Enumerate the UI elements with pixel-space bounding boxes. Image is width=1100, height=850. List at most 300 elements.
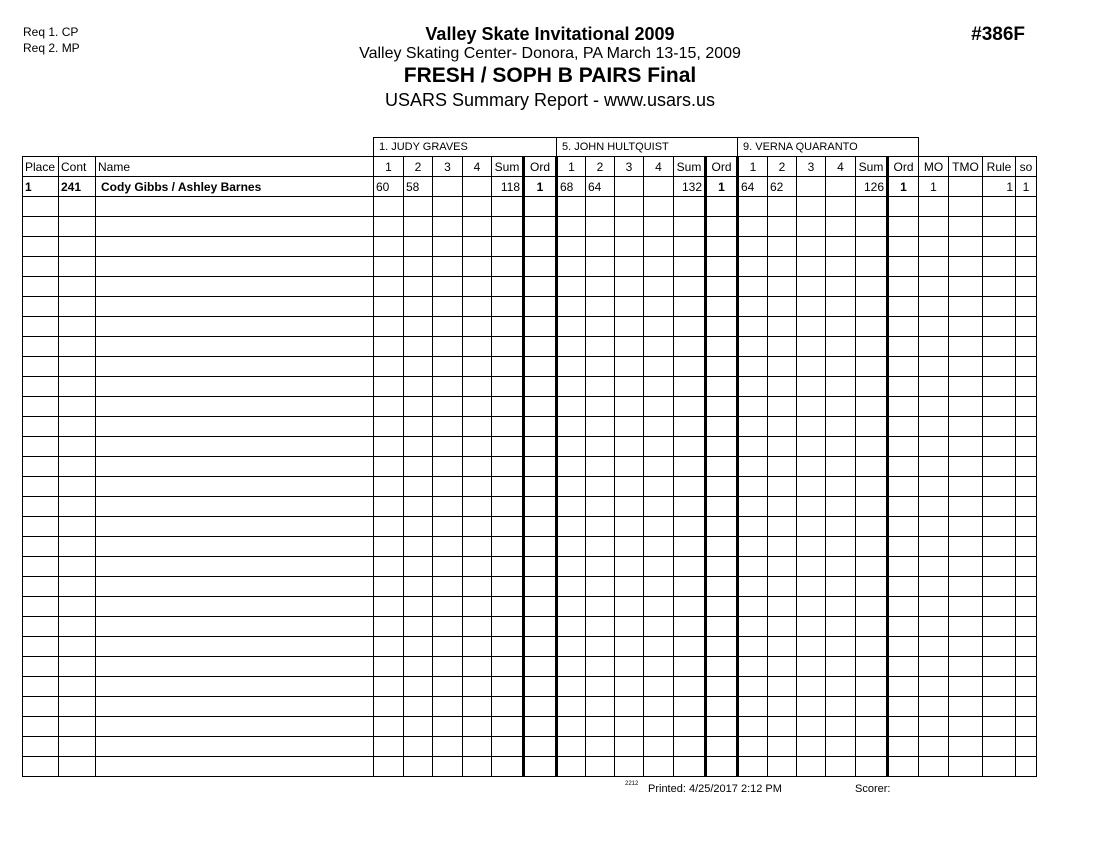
empty-cell <box>1016 217 1037 237</box>
empty-cell <box>492 217 524 237</box>
empty-cell <box>674 557 706 577</box>
empty-cell <box>59 757 96 777</box>
empty-cell <box>706 277 738 297</box>
empty-cell <box>23 317 59 337</box>
empty-cell <box>983 217 1016 237</box>
empty-cell <box>856 497 888 517</box>
empty-cell <box>404 317 433 337</box>
empty-cell <box>374 637 404 657</box>
empty-cell <box>1016 277 1037 297</box>
empty-cell <box>949 457 983 477</box>
empty-cell <box>888 617 919 637</box>
empty-cell <box>797 577 826 597</box>
empty-cell <box>59 517 96 537</box>
empty-cell <box>374 577 404 597</box>
empty-cell <box>888 597 919 617</box>
empty-cell <box>404 637 433 657</box>
empty-cell <box>59 457 96 477</box>
empty-cell <box>919 317 949 337</box>
empty-cell <box>983 257 1016 277</box>
empty-cell <box>96 717 374 737</box>
empty-cell <box>492 377 524 397</box>
empty-cell <box>23 437 59 457</box>
empty-cell <box>59 417 96 437</box>
empty-cell <box>888 477 919 497</box>
empty-cell <box>524 397 557 417</box>
empty-cell <box>463 317 492 337</box>
empty-cell <box>949 537 983 557</box>
empty-cell <box>1016 497 1037 517</box>
empty-cell <box>59 657 96 677</box>
empty-cell <box>983 297 1016 317</box>
empty-cell <box>797 337 826 357</box>
j2-col-3: 3 <box>615 157 644 177</box>
j2-sum: 132 <box>674 177 706 197</box>
empty-cell <box>706 437 738 457</box>
empty-cell <box>797 477 826 497</box>
empty-cell <box>797 217 826 237</box>
empty-cell <box>615 597 644 617</box>
empty-cell <box>888 757 919 777</box>
empty-cell <box>983 357 1016 377</box>
empty-cell <box>59 237 96 257</box>
empty-cell <box>492 397 524 417</box>
table-row <box>23 597 1037 617</box>
table-row <box>23 477 1037 497</box>
empty-cell <box>615 497 644 517</box>
empty-cell <box>96 197 374 217</box>
empty-cell <box>706 377 738 397</box>
empty-cell <box>59 197 96 217</box>
empty-cell <box>557 757 586 777</box>
empty-cell <box>644 437 674 457</box>
empty-cell <box>738 297 768 317</box>
empty-cell <box>492 757 524 777</box>
empty-cell <box>768 697 797 717</box>
empty-cell <box>463 297 492 317</box>
empty-cell <box>59 677 96 697</box>
empty-cell <box>797 297 826 317</box>
empty-cell <box>96 297 374 317</box>
empty-cell <box>674 697 706 717</box>
empty-cell <box>615 277 644 297</box>
empty-cell <box>888 277 919 297</box>
empty-cell <box>557 477 586 497</box>
empty-cell <box>674 317 706 337</box>
empty-cell <box>856 637 888 657</box>
empty-cell <box>404 217 433 237</box>
empty-cell <box>615 457 644 477</box>
j3-score-4 <box>826 177 856 197</box>
empty-cell <box>23 417 59 437</box>
empty-cell <box>1016 657 1037 677</box>
empty-cell <box>374 497 404 517</box>
empty-cell <box>644 257 674 277</box>
empty-cell <box>492 537 524 557</box>
empty-cell <box>557 317 586 337</box>
empty-cell <box>374 617 404 637</box>
empty-cell <box>856 677 888 697</box>
empty-cell <box>919 477 949 497</box>
empty-cell <box>738 657 768 677</box>
empty-cell <box>797 377 826 397</box>
empty-cell <box>644 337 674 357</box>
empty-cell <box>463 357 492 377</box>
empty-cell <box>888 317 919 337</box>
table-row <box>23 177 1037 197</box>
empty-cell <box>919 257 949 277</box>
empty-cell <box>1016 637 1037 657</box>
empty-cell <box>706 257 738 277</box>
empty-cell <box>706 637 738 657</box>
empty-cell <box>615 357 644 377</box>
empty-cell <box>768 537 797 557</box>
empty-cell <box>586 617 615 637</box>
empty-cell <box>983 197 1016 217</box>
empty-cell <box>1016 517 1037 537</box>
empty-cell <box>856 477 888 497</box>
empty-cell <box>768 637 797 657</box>
empty-cell <box>826 297 856 317</box>
empty-cell <box>492 657 524 677</box>
requirement-2: Req 2. MP <box>23 41 80 55</box>
empty-cell <box>586 197 615 217</box>
empty-cell <box>492 417 524 437</box>
empty-cell <box>1016 357 1037 377</box>
empty-cell <box>463 657 492 677</box>
empty-cell <box>374 337 404 357</box>
empty-cell <box>1016 257 1037 277</box>
empty-cell <box>615 537 644 557</box>
empty-cell <box>706 397 738 417</box>
empty-cell <box>644 457 674 477</box>
empty-cell <box>433 477 463 497</box>
empty-cell <box>524 297 557 317</box>
empty-cell <box>949 497 983 517</box>
empty-cell <box>644 237 674 257</box>
empty-cell <box>983 717 1016 737</box>
empty-cell <box>586 757 615 777</box>
j1-score-4 <box>463 177 492 197</box>
empty-cell <box>23 577 59 597</box>
empty-cell <box>888 577 919 597</box>
empty-cell <box>826 257 856 277</box>
empty-cell <box>374 257 404 277</box>
empty-cell <box>826 317 856 337</box>
empty-cell <box>888 537 919 557</box>
empty-cell <box>557 277 586 297</box>
empty-cell <box>797 257 826 277</box>
empty-cell <box>59 337 96 357</box>
empty-cell <box>644 737 674 757</box>
empty-cell <box>586 397 615 417</box>
empty-cell <box>492 317 524 337</box>
empty-cell <box>1016 317 1037 337</box>
empty-cell <box>674 217 706 237</box>
empty-cell <box>433 417 463 437</box>
table-row <box>23 637 1037 657</box>
j2-score-2: 64 <box>586 177 615 197</box>
empty-cell <box>463 417 492 437</box>
empty-cell <box>983 457 1016 477</box>
empty-cell <box>463 377 492 397</box>
empty-cell <box>983 337 1016 357</box>
j2-col-sum: Sum <box>674 157 706 177</box>
printed-timestamp: Printed: 4/25/2017 2:12 PM <box>648 783 782 795</box>
j2-col-2: 2 <box>586 157 615 177</box>
empty-cell <box>949 657 983 677</box>
j1-sum: 118 <box>492 177 524 197</box>
empty-cell <box>586 377 615 397</box>
empty-cell <box>826 517 856 537</box>
empty-cell <box>433 677 463 697</box>
empty-cell <box>463 197 492 217</box>
empty-cell <box>615 757 644 777</box>
empty-cell <box>826 377 856 397</box>
empty-cell <box>23 377 59 397</box>
empty-cell <box>557 617 586 637</box>
empty-cell <box>738 737 768 757</box>
empty-cell <box>615 557 644 577</box>
empty-cell <box>96 457 374 477</box>
empty-cell <box>797 317 826 337</box>
empty-cell <box>463 397 492 417</box>
empty-cell <box>949 257 983 277</box>
empty-cell <box>586 317 615 337</box>
empty-cell <box>404 397 433 417</box>
j3-score-3 <box>797 177 826 197</box>
empty-cell <box>888 677 919 697</box>
table-row <box>23 317 1037 337</box>
empty-cell <box>586 557 615 577</box>
empty-cell <box>23 597 59 617</box>
empty-cell <box>706 677 738 697</box>
empty-cell <box>826 197 856 217</box>
empty-cell <box>856 597 888 617</box>
empty-cell <box>888 197 919 217</box>
empty-cell <box>524 257 557 277</box>
empty-cell <box>888 217 919 237</box>
empty-cell <box>524 457 557 477</box>
empty-cell <box>524 217 557 237</box>
empty-cell <box>586 237 615 257</box>
j2-col-1: 1 <box>557 157 586 177</box>
empty-cell <box>674 617 706 637</box>
empty-cell <box>374 657 404 677</box>
empty-cell <box>374 417 404 437</box>
empty-cell <box>586 677 615 697</box>
empty-cell <box>374 437 404 457</box>
empty-cell <box>826 397 856 417</box>
empty-cell <box>983 397 1016 417</box>
empty-cell <box>768 757 797 777</box>
empty-cell <box>1016 557 1037 577</box>
empty-cell <box>856 437 888 457</box>
judge-1-name: 1. JUDY GRAVES <box>374 138 557 157</box>
empty-cell <box>797 277 826 297</box>
empty-cell <box>374 277 404 297</box>
empty-cell <box>96 577 374 597</box>
empty-cell <box>96 257 374 277</box>
report-title: USARS Summary Report - www.usars.us <box>384 90 716 110</box>
empty-cell <box>557 637 586 657</box>
empty-cell <box>644 297 674 317</box>
place-cell: 1 <box>23 177 59 197</box>
empty-cell <box>374 357 404 377</box>
empty-cell <box>826 217 856 237</box>
empty-cell <box>374 197 404 217</box>
empty-cell <box>492 497 524 517</box>
empty-cell <box>706 197 738 217</box>
empty-cell <box>1016 417 1037 437</box>
requirement-1: Req 1. CP <box>23 25 79 39</box>
col-rule: Rule <box>983 157 1016 177</box>
empty-cell <box>983 577 1016 597</box>
empty-cell <box>557 217 586 237</box>
venue-line: Valley Skating Center- Donora, PA March 13-15, 2009 <box>359 45 741 62</box>
table-row <box>23 657 1037 677</box>
empty-cell <box>983 277 1016 297</box>
empty-cell <box>23 217 59 237</box>
empty-cell <box>768 497 797 517</box>
empty-cell <box>674 677 706 697</box>
empty-cell <box>1016 197 1037 217</box>
empty-cell <box>826 457 856 477</box>
empty-cell <box>674 377 706 397</box>
empty-cell <box>738 357 768 377</box>
empty-cell <box>949 297 983 317</box>
empty-cell <box>524 757 557 777</box>
rule-cell: 1 <box>983 177 1016 197</box>
empty-cell <box>524 357 557 377</box>
empty-cell <box>706 737 738 757</box>
empty-cell <box>738 257 768 277</box>
empty-cell <box>463 557 492 577</box>
j1-col-1: 1 <box>374 157 404 177</box>
empty-cell <box>768 717 797 737</box>
empty-cell <box>96 617 374 637</box>
empty-cell <box>615 317 644 337</box>
empty-cell <box>96 757 374 777</box>
scorer-label: Scorer: <box>855 783 891 795</box>
empty-cell <box>23 717 59 737</box>
table-row <box>23 497 1037 517</box>
column-header-row <box>23 157 1037 177</box>
empty-cell <box>492 697 524 717</box>
empty-cell <box>59 537 96 557</box>
empty-cell <box>674 717 706 737</box>
empty-cell <box>586 497 615 517</box>
empty-cell <box>463 217 492 237</box>
empty-cell <box>59 617 96 637</box>
empty-cell <box>433 257 463 277</box>
empty-cell <box>888 457 919 477</box>
empty-cell <box>615 697 644 717</box>
empty-cell <box>738 757 768 777</box>
empty-cell <box>557 717 586 737</box>
empty-cell <box>949 397 983 417</box>
empty-cell <box>557 337 586 357</box>
empty-cell <box>374 697 404 717</box>
empty-cell <box>404 597 433 617</box>
empty-cell <box>919 277 949 297</box>
empty-cell <box>23 697 59 717</box>
empty-cell <box>919 497 949 517</box>
empty-cell <box>59 637 96 657</box>
empty-cell <box>949 217 983 237</box>
j3-score-2: 62 <box>768 177 797 197</box>
empty-cell <box>615 337 644 357</box>
empty-cell <box>826 337 856 357</box>
empty-cell <box>826 617 856 637</box>
empty-cell <box>374 557 404 577</box>
empty-cell <box>826 737 856 757</box>
empty-cell <box>59 477 96 497</box>
empty-cell <box>826 417 856 437</box>
empty-cell <box>59 597 96 617</box>
empty-cell <box>463 717 492 737</box>
empty-cell <box>768 217 797 237</box>
empty-cell <box>1016 477 1037 497</box>
skater-name-cell: Cody Gibbs / Ashley Barnes <box>96 177 374 197</box>
empty-cell <box>615 237 644 257</box>
empty-cell <box>96 557 374 577</box>
empty-cell <box>856 217 888 237</box>
empty-cell <box>856 257 888 277</box>
empty-cell <box>706 757 738 777</box>
empty-cell <box>615 217 644 237</box>
empty-cell <box>797 597 826 617</box>
empty-cell <box>524 677 557 697</box>
empty-cell <box>524 437 557 457</box>
empty-cell <box>404 357 433 377</box>
empty-cell <box>433 437 463 457</box>
empty-cell <box>919 337 949 357</box>
empty-cell <box>797 737 826 757</box>
empty-cell <box>674 577 706 597</box>
empty-cell <box>557 377 586 397</box>
empty-cell <box>768 257 797 277</box>
empty-cell <box>706 517 738 537</box>
empty-cell <box>492 577 524 597</box>
empty-cell <box>768 617 797 637</box>
empty-cell <box>949 517 983 537</box>
mo-cell: 1 <box>919 177 949 197</box>
empty-cell <box>404 617 433 637</box>
empty-cell <box>557 237 586 257</box>
empty-cell <box>433 497 463 517</box>
empty-cell <box>856 557 888 577</box>
empty-cell <box>919 457 949 477</box>
empty-cell <box>983 477 1016 497</box>
empty-cell <box>644 217 674 237</box>
empty-cell <box>706 317 738 337</box>
empty-cell <box>557 257 586 277</box>
empty-cell <box>674 197 706 217</box>
j2-score-1: 68 <box>557 177 586 197</box>
empty-cell <box>557 677 586 697</box>
empty-cell <box>433 197 463 217</box>
empty-cell <box>59 557 96 577</box>
empty-cell <box>374 377 404 397</box>
j1-col-2: 2 <box>404 157 433 177</box>
empty-cell <box>96 497 374 517</box>
event-title: FRESH / SOPH B PAIRS Final <box>403 64 697 87</box>
empty-cell <box>615 677 644 697</box>
empty-cell <box>557 197 586 217</box>
empty-cell <box>674 237 706 257</box>
empty-cell <box>433 217 463 237</box>
